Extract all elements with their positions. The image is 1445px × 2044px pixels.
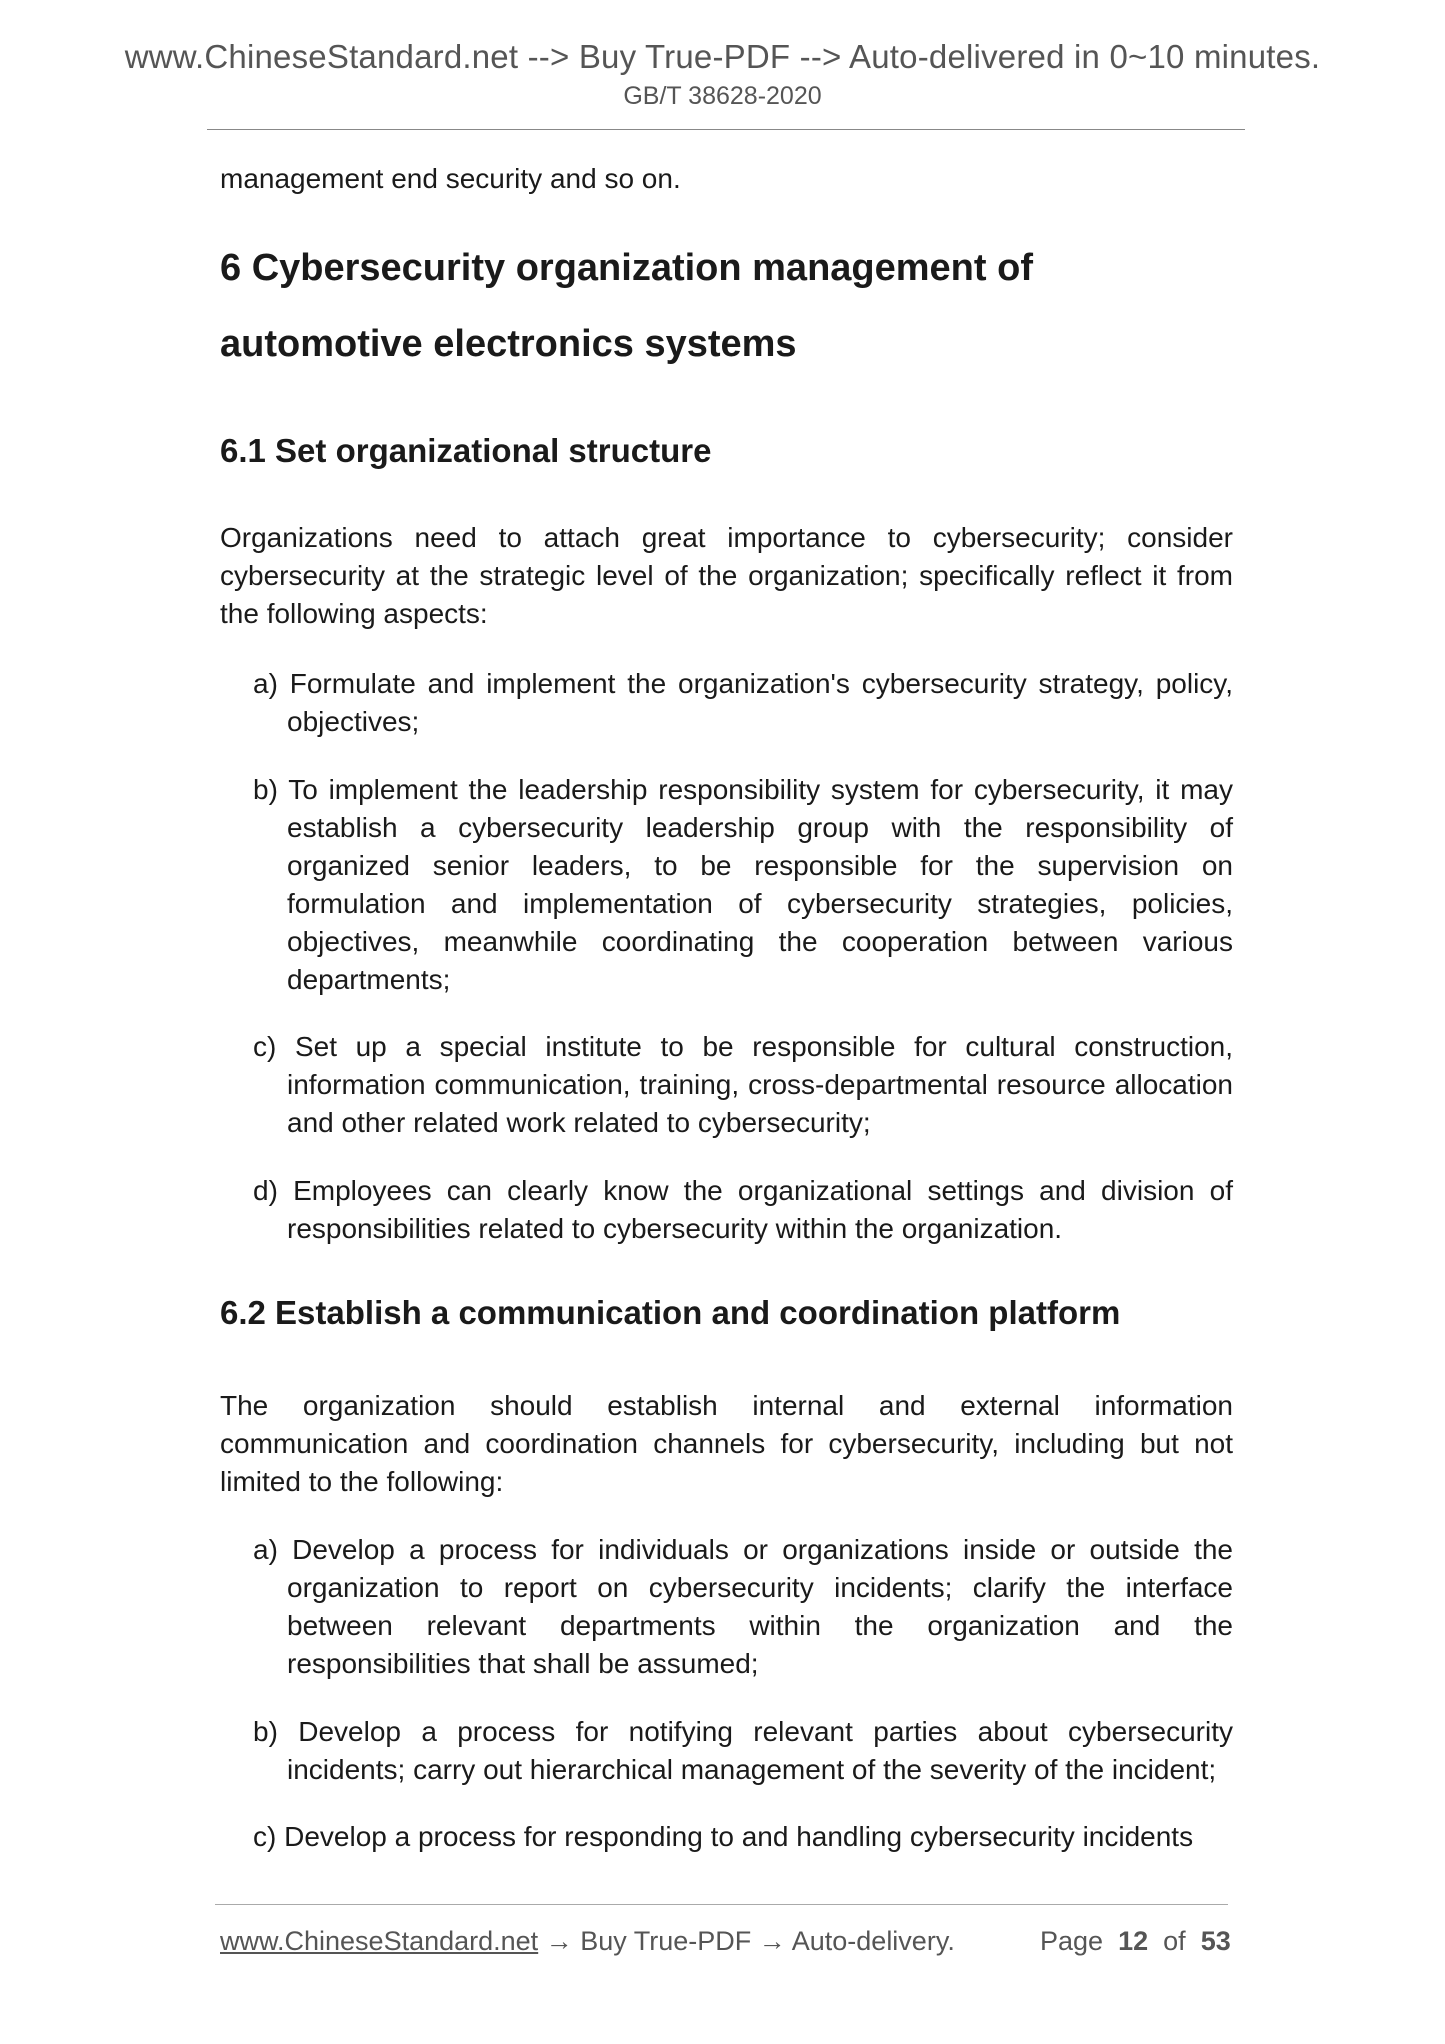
standard-code: GB/T 38628-2020: [623, 82, 822, 110]
list-item: a) Formulate and implement the organization's cybersecurity strategy, policy, objectives;: [253, 668, 1233, 737]
section-6-title-line2: automotive electronics systems: [220, 323, 797, 365]
footer-tagline: → Buy True-PDF → Auto-delivery.: [538, 1926, 955, 1956]
section-6-title-line1: 6 Cybersecurity organization management of: [220, 247, 1033, 289]
footer-promo: [220, 1926, 955, 1957]
footer-divider: [215, 1904, 1228, 1905]
page-number: 12: [1118, 1926, 1149, 1956]
list-item: b) To implement the leadership responsibility system for cybersecurity, it may establish a cybersecurity leadership group with the responsibility of organized senior leaders, to be responsible for the supervision on formulation and implementation of cybersecurity strategies, policies, objectives, meanwhile coordinating the cooperation between various departments;: [253, 774, 1233, 995]
header-banner: www.ChineseStandard.net --> Buy True-PDF --> Auto-delivered in 0~10 minutes.: [124, 38, 1321, 75]
page-indicator: [1040, 1926, 1231, 1957]
section-6-2-intro: The organization should establish internal and external information communication and coordination channels for cybersecurity, including but not limited to the following:: [220, 1390, 1233, 1497]
section-6-2-heading: 6.2 Establish a communication and coordination platform: [220, 1294, 1121, 1331]
list-item: c) Set up a special institute to be responsible for cultural construction, information communication, training, cross-departmental resource allocation and other related work related to cybersecurity;: [253, 1031, 1233, 1138]
page-label: Page: [1040, 1926, 1104, 1956]
list-item: c) Develop a process for responding to and handling cybersecurity incidents: [253, 1821, 1194, 1852]
of-label: of: [1163, 1926, 1186, 1956]
page-total: 53: [1200, 1926, 1231, 1956]
list-item: b) Develop a process for notifying relevant parties about cybersecurity incidents; carry out hierarchical management of the severity of the incident;: [253, 1716, 1233, 1785]
header-divider: [207, 129, 1245, 130]
continuation-text: management end security and so on.: [220, 163, 681, 194]
footer-site-link[interactable]: www.ChineseStandard.net: [220, 1926, 539, 1956]
section-6-1-heading: 6.1 Set organizational structure: [220, 432, 712, 469]
list-item: d) Employees can clearly know the organizational settings and division of responsibilities related to cybersecurity within the organization.: [253, 1175, 1233, 1244]
list-item: a) Develop a process for individuals or organizations inside or outside the organization to report on cybersecurity incidents; clarify the interface between relevant departments within the organization and the responsibilities that shall be assumed;: [253, 1534, 1233, 1679]
section-6-1-intro: Organizations need to attach great importance to cybersecurity; consider cybersecurity at the strategic level of the organization; specifically reflect it from the following aspects:: [220, 522, 1233, 629]
